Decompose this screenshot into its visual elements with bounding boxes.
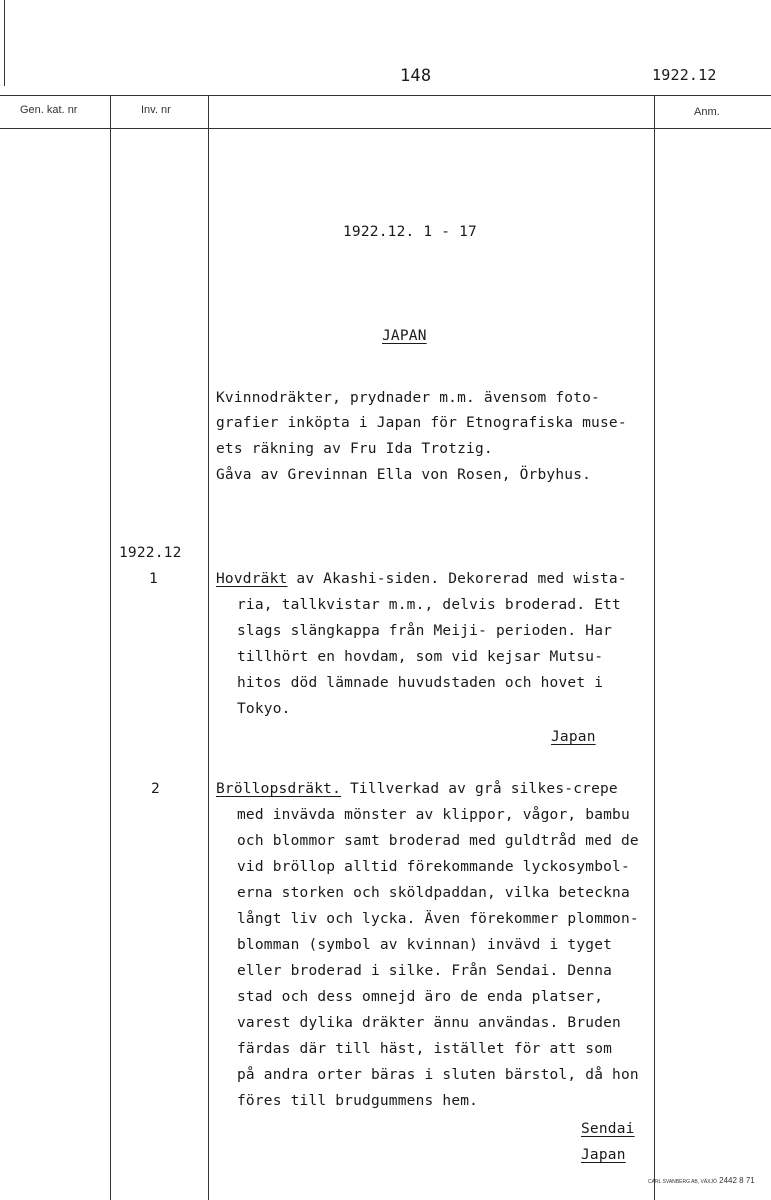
intro-line: ets räkning av Fru Ida Trotzig.: [216, 441, 493, 457]
entry-line: långt liv och lycka. Även förekommer plommon-: [237, 911, 639, 927]
column-header-anm: Anm.: [694, 106, 720, 118]
region-heading: JAPAN: [382, 328, 427, 344]
entry-line: Tokyo.: [237, 701, 291, 717]
form-code: 2442 8 71: [719, 1176, 755, 1185]
entry-line: färdas där till häst, istället för att som: [237, 1041, 613, 1057]
header-code: 1922.12: [652, 66, 717, 84]
entry-line: slags slängkappa från Meiji- perioden. Har: [237, 623, 613, 639]
entry-first-rest: Tillverkad av grå silkes-crepe: [341, 781, 618, 797]
entry-line: eller broderad i silke. Från Sendai. Denna: [237, 963, 613, 979]
entry-place: Japan: [551, 729, 596, 745]
entry-number: 1: [149, 571, 158, 587]
page-number: 148: [400, 66, 432, 86]
intro-line: grafier inköpta i Japan för Etnografiska muse-: [216, 415, 627, 431]
entry-title: Hovdräkt: [216, 571, 288, 587]
entry-line: ria, tallkvistar m.m., delvis broderad. Ett: [237, 597, 621, 613]
entry-title: Bröllopsdräkt.: [216, 781, 342, 797]
entry-line: stad och dess omnejd äro de enda platser,: [237, 989, 604, 1005]
column-divider-anm: [654, 95, 655, 1200]
top-left-border: [4, 0, 5, 86]
entry-line: tillhört en hovdam, som vid kejsar Mutsu-: [237, 649, 604, 665]
printer-imprint: [648, 1176, 755, 1185]
column-divider-text: [208, 95, 209, 1200]
intro-line: Kvinnodräkter, prydnader m.m. ävensom foto-: [216, 390, 600, 406]
entry-line: blomman (symbol av kvinnan) invävd i tyget: [237, 937, 613, 953]
entry-line: hitos död lämnade huvudstaden och hovet i: [237, 675, 604, 691]
range-heading: 1922.12. 1 - 17: [343, 224, 477, 240]
entry-first-line: [216, 781, 618, 797]
entry-line: erna storken och sköldpaddan, vilka beteckna: [237, 885, 630, 901]
header-top-rule: [0, 95, 771, 96]
header-bottom-rule: [0, 128, 771, 129]
entry-line: vid bröllop alltid förekommande lyckosymbol-: [237, 859, 630, 875]
entry-inv-prefix: 1922.12: [119, 545, 182, 561]
printer-name: CARL SVANBERG AB, VÄXJÖ: [648, 1179, 717, 1185]
entry-line: varest dylika dräkter ännu användas. Bruden: [237, 1015, 621, 1031]
entry-place: Sendai: [581, 1121, 635, 1137]
entry-first-rest: av Akashi-siden. Dekorerad med wista-: [287, 571, 627, 587]
entry-place: Japan: [581, 1147, 626, 1163]
column-header-inv: Inv. nr: [141, 104, 171, 116]
entry-line: med invävda mönster av klippor, vågor, bambu: [237, 807, 630, 823]
entry-number: 2: [151, 781, 160, 797]
intro-line: Gåva av Grevinnan Ella von Rosen, Örbyhus.: [216, 467, 592, 483]
column-divider-inv: [110, 95, 111, 1200]
column-header-gen-kat: Gen. kat. nr: [20, 104, 78, 116]
entry-line: och blommor samt broderad med guldtråd med de: [237, 833, 639, 849]
entry-line: på andra orter bäras i sluten bärstol, då hon: [237, 1067, 639, 1083]
entry-line: föres till brudgummens hem.: [237, 1093, 479, 1109]
entry-first-line: [216, 571, 627, 587]
